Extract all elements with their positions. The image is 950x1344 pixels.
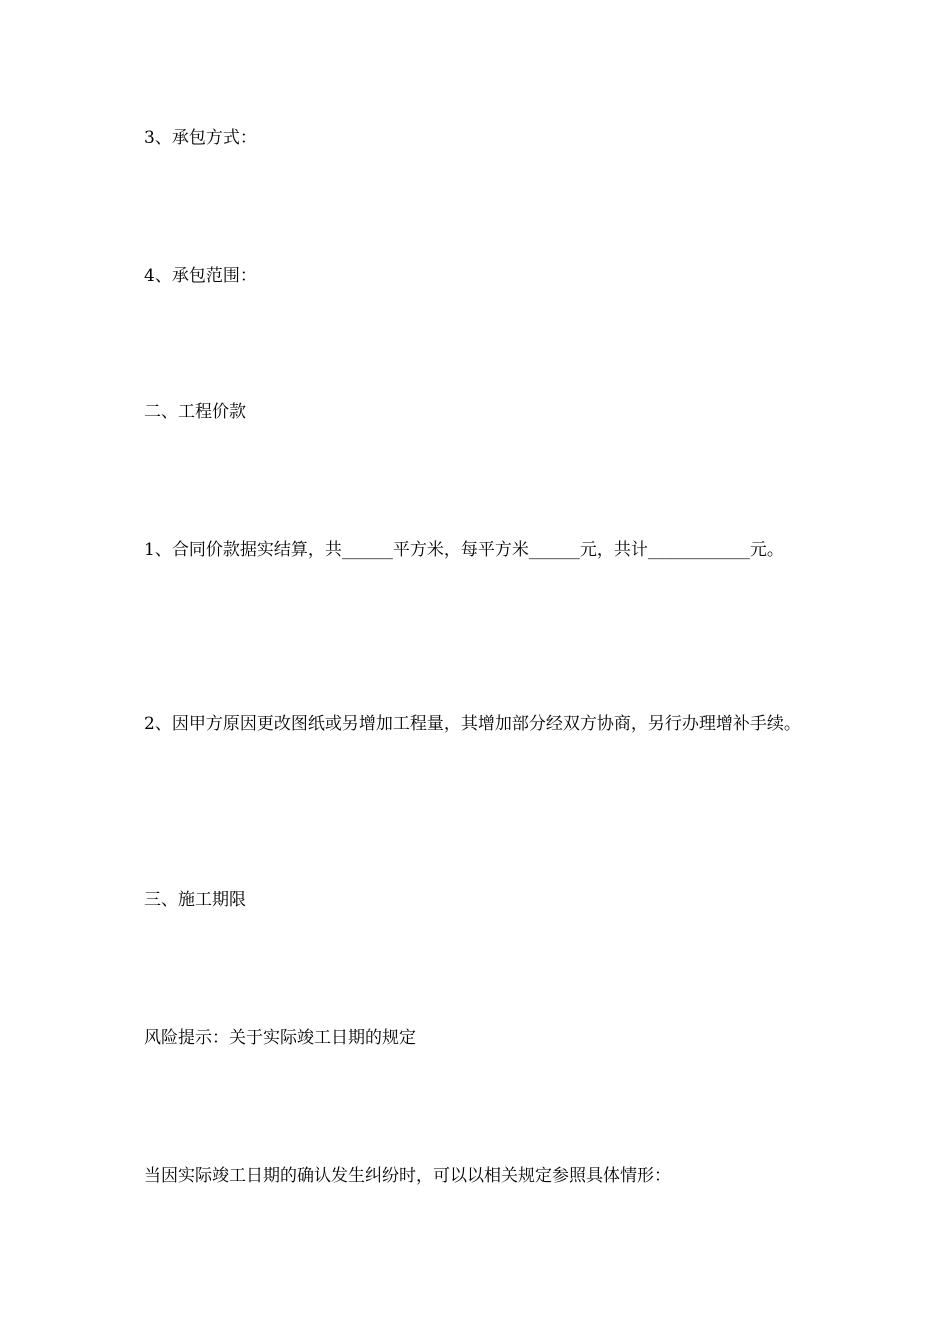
clause-contract-scope: 4、承包范围： [144,266,257,286]
risk-notice-text: 当因实际竣工日期的确认发生纠纷时，可以以相关规定参照具体情形： [144,1166,671,1186]
clause-price-settlement: 1、合同价款据实结算，共______平方米，每平方米______元，共计____________元。 [144,540,784,560]
clause-contract-method: 3、承包方式： [144,128,257,148]
section-heading-project-price: 二、工程价款 [144,402,246,422]
section-heading-construction-period: 三、施工期限 [144,890,246,910]
risk-notice-heading: 风险提示：关于实际竣工日期的规定 [144,1028,416,1048]
clause-drawing-changes: 2、因甲方原因更改图纸或另增加工程量，其增加部分经双方协商，另行办理增补手续。 [144,714,801,734]
